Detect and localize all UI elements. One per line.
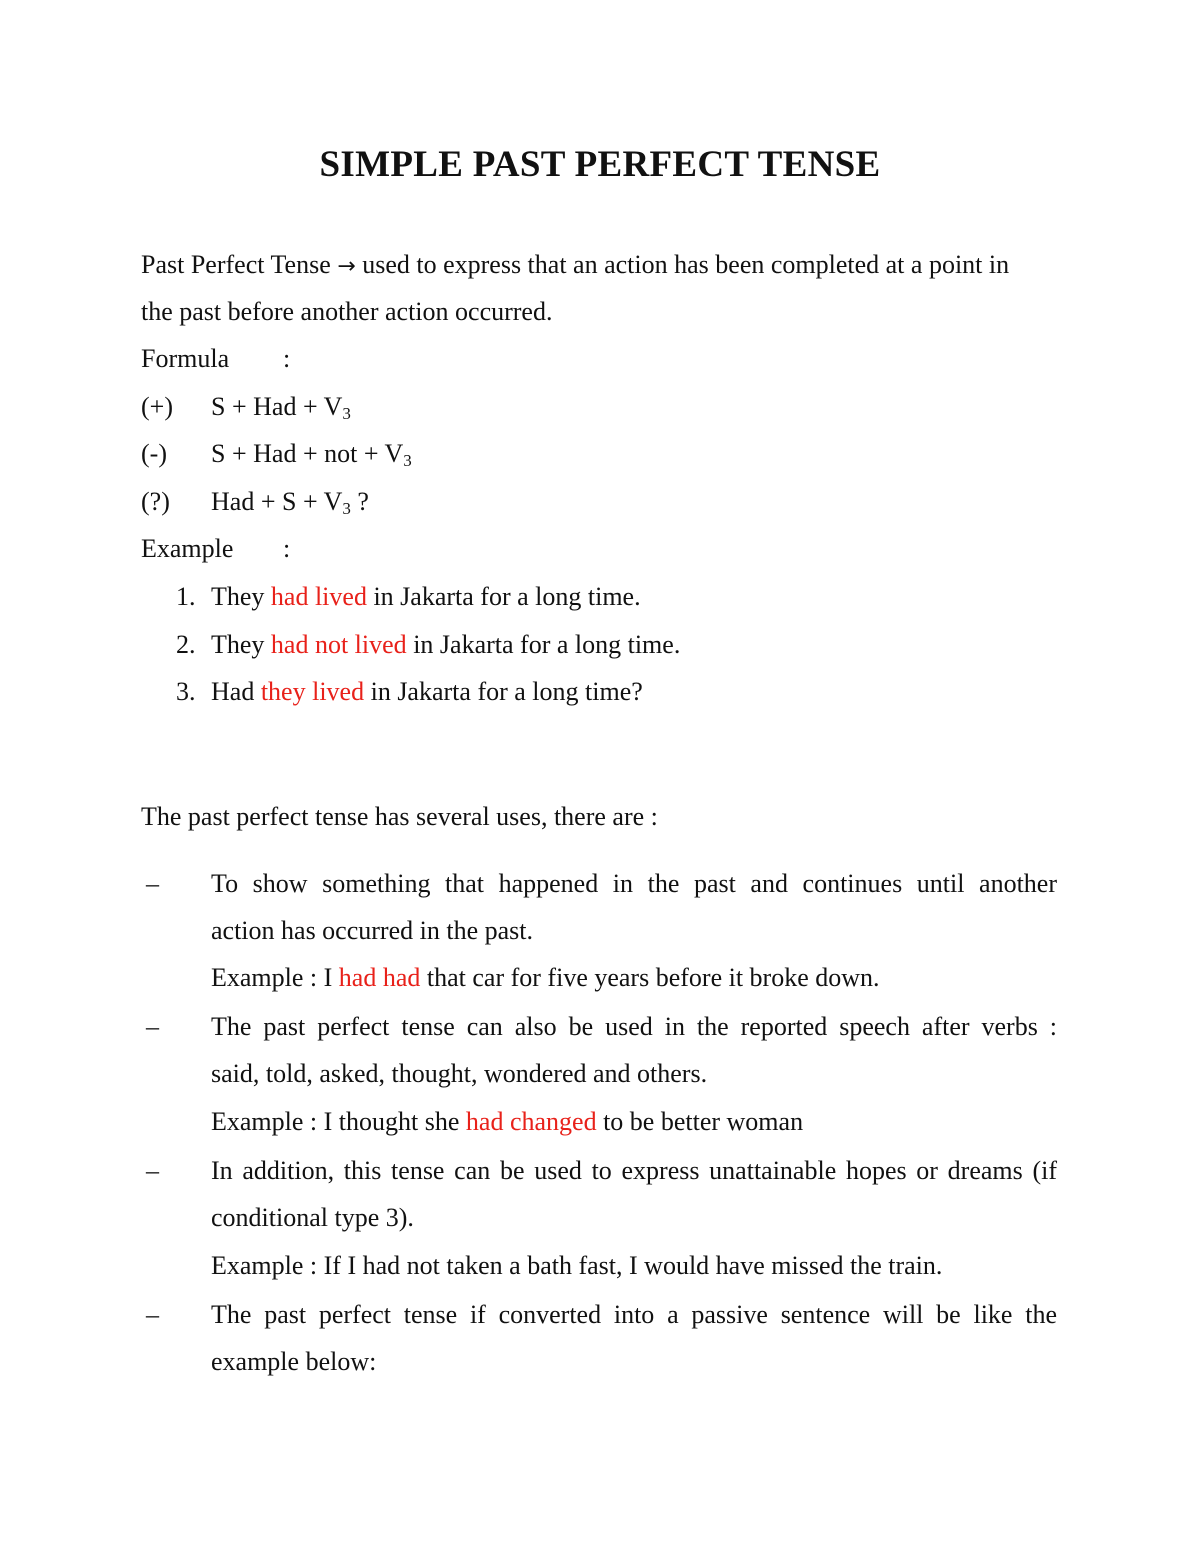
example-text: Example : I [211, 963, 339, 992]
highlight-verb: had not lived [270, 630, 407, 659]
formula-negative [211, 439, 412, 469]
highlight-verb: they lived [260, 677, 365, 706]
use-4-line-1: The past perfect tense if converted into a passive sentence will be like the [211, 1300, 1057, 1329]
example-text: in Jakarta for a long time. [406, 630, 681, 659]
formula-text: S + Had + V [211, 392, 343, 421]
formula-subscript: 3 [342, 499, 351, 518]
formula-sign-negative: (-) [141, 439, 167, 468]
formula-subscript: 3 [403, 451, 412, 470]
example-colon: : [283, 534, 291, 563]
formula-subscript: 3 [342, 404, 351, 423]
bullet-dash-icon: – [146, 869, 159, 898]
example-text: Example : I thought she [211, 1107, 466, 1136]
definition-text: used to express that an action has been completed at a point in [362, 250, 1010, 279]
highlight-verb: had lived [270, 582, 367, 611]
use-1-example [211, 963, 880, 993]
highlight-verb: had had [338, 963, 421, 992]
example-text: They [211, 630, 271, 659]
example-text: in Jakarta for a long time. [366, 582, 641, 611]
example-number: 1. [176, 582, 196, 611]
example-text: that car for five years before it broke down. [420, 963, 880, 992]
formula-label: Formula [141, 344, 230, 373]
definition-line-2: the past before another action occurred. [141, 297, 553, 326]
example-text: Had [211, 677, 261, 706]
bullet-dash-icon: – [146, 1156, 159, 1185]
arrow-icon: → [337, 254, 356, 279]
example-text: in Jakarta for a long time? [364, 677, 643, 706]
use-3-line-2: conditional type 3). [211, 1203, 414, 1232]
formula-positive [211, 392, 351, 422]
formula-question [211, 487, 369, 517]
use-2-line-1: The past perfect tense can also be used in the reported speech after verbs : [211, 1012, 1057, 1041]
uses-intro: The past perfect tense has several uses, there are : [141, 802, 658, 831]
example-item-3 [211, 677, 643, 707]
use-2-line-2: said, told, asked, thought, wondered and others. [211, 1059, 708, 1088]
use-3-example: Example : If I had not taken a bath fast, I would have missed the train. [211, 1251, 943, 1280]
example-text: to be better woman [596, 1107, 804, 1136]
formula-sign-question: (?) [141, 487, 170, 516]
formula-colon: : [283, 344, 291, 373]
definition-line-1 [141, 250, 1009, 282]
bullet-dash-icon: – [146, 1300, 159, 1329]
formula-sign-positive: (+) [141, 392, 173, 421]
formula-suffix: ? [350, 487, 369, 516]
use-1-line-2: action has occurred in the past. [211, 916, 533, 945]
page-title: SIMPLE PAST PERFECT TENSE [319, 144, 881, 185]
use-3-line-1: In addition, this tense can be used to express unattainable hopes or dreams (if [211, 1156, 1057, 1185]
definition-term: Past Perfect Tense [141, 250, 331, 279]
example-label: Example [141, 534, 234, 563]
example-item-2 [211, 630, 680, 660]
example-number: 3. [176, 677, 196, 706]
example-item-1 [211, 582, 641, 612]
bullet-dash-icon: – [146, 1012, 159, 1041]
use-4-line-2: example below: [211, 1347, 377, 1376]
formula-text: Had + S + V [211, 487, 343, 516]
use-2-example [211, 1107, 803, 1137]
use-1-line-1: To show something that happened in the past and continues until another [211, 869, 1057, 898]
highlight-verb: had changed [465, 1107, 597, 1136]
example-number: 2. [176, 630, 196, 659]
formula-text: S + Had + not + V [211, 439, 404, 468]
example-text: They [211, 582, 271, 611]
